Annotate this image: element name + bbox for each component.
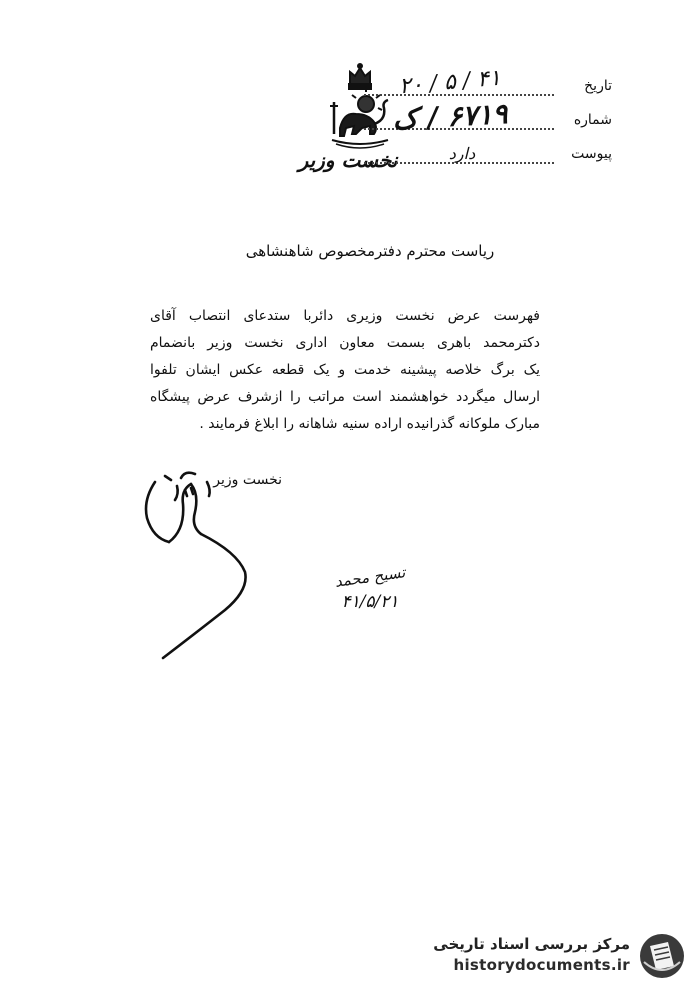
office-name-handwritten: نخست وزیر — [298, 148, 398, 172]
body-line: یک برگ خلاصه پیشینه خدمت و یک قطعه عکس ایشان تلفوا — [150, 362, 540, 378]
attachment-label: پیوست — [571, 146, 612, 162]
watermark — [410, 930, 686, 980]
number-label: شماره — [573, 112, 612, 128]
watermark-title: مرکز بررسی اسناد تاریخی — [433, 935, 630, 953]
date-label: تاریخ — [584, 78, 612, 94]
body-line: مبارک ملوکانه گذرانیده اراده سنیه شاهانه را ابلاغ فرمایند . — [199, 416, 540, 432]
body-line: دکترمحمد باهری بسمت معاون اداری نخست وزیر بانضمام — [150, 335, 540, 351]
letter-body — [150, 303, 540, 438]
number-field — [352, 97, 612, 136]
number-value: ۶۷۱۹ / ک — [391, 97, 509, 136]
attestation-name: تسیح محمد — [333, 563, 407, 591]
handwritten-signature-icon — [125, 460, 385, 670]
attestation-date: ۴۱/۵/۲۱ — [341, 592, 399, 612]
attachment-field — [352, 140, 612, 170]
date-value: ۴۱ / ۵ / ۲۰ — [398, 65, 502, 100]
addressee-line: ریاست محترم دفترمخصوص شاهنشاهی — [245, 242, 495, 260]
watermark-text — [410, 935, 630, 974]
document-archive-logo-icon — [638, 932, 686, 980]
body-line: فهرست عرض نخست وزیری دائربا ستدعای انتصاب آقای — [150, 308, 540, 324]
attestation-note — [300, 563, 440, 612]
watermark-url: historydocuments.ir — [453, 956, 630, 974]
body-line: ارسال میگردد خواهشمند است مراتب را ازشرف عرض پیشگاه — [150, 389, 540, 405]
closing-title: نخست وزیر — [213, 472, 282, 488]
attachment-value: دارد — [448, 144, 476, 163]
